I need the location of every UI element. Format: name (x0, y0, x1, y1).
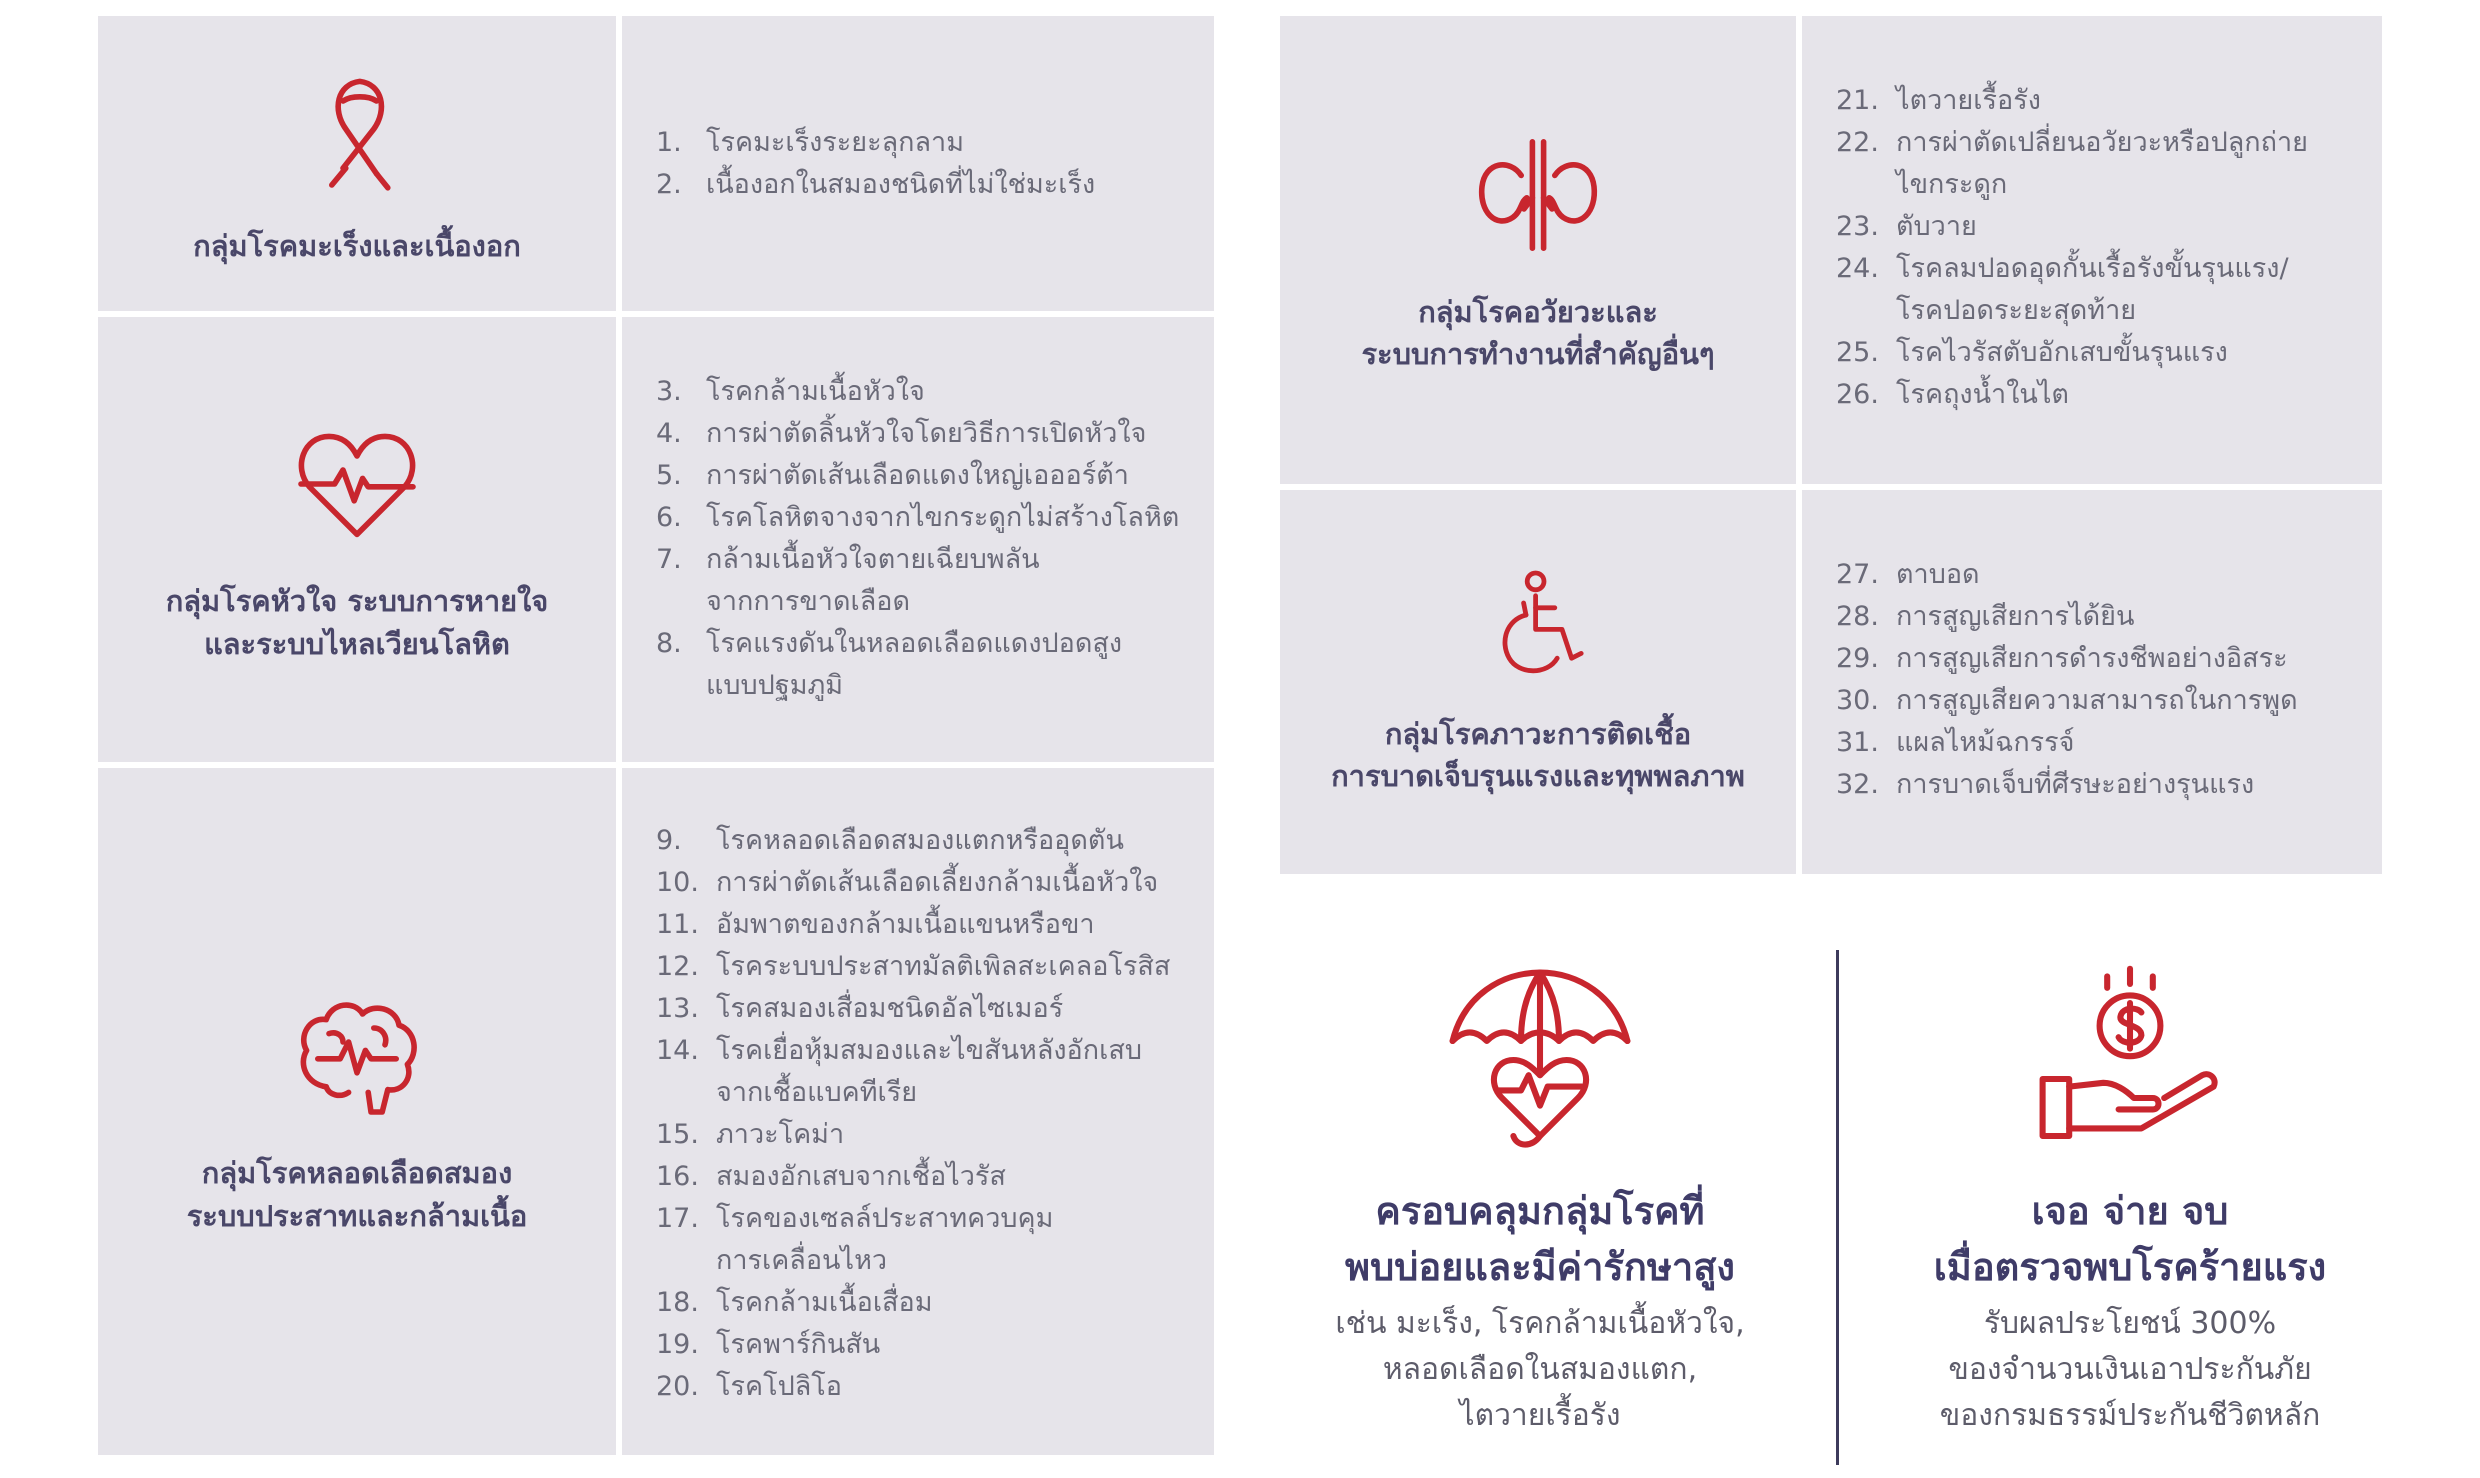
list-item: 23. ตับวาย (1836, 211, 1977, 242)
feature-payout (1860, 965, 2400, 1439)
list-item: 4. การผ่าตัดลิ้นหัวใจโดยวิธีการเปิดหัวใจ (656, 418, 1147, 449)
list-item: 22. การผ่าตัดเปลี่ยนอวัยวะหรือปลูกถ่าย ไขกระดูก (1836, 127, 2308, 200)
list-item: 9. โรคหลอดเลือดสมองแตกหรืออุดตัน (656, 825, 1124, 856)
list-item: 21. ไตวายเรื้อรัง (1836, 85, 2041, 116)
list-item: 26. โรคถุงน้ำในไต (1836, 379, 2069, 410)
list-item: 13. โรคสมองเสื่อมชนิดอัลไซเมอร์ (656, 993, 1064, 1024)
ribbon-icon (287, 59, 427, 199)
group-title: กลุ่มโรคภาวะการติดเชื้อ การบาดเจ็บรุนแรงและทุพพลภาพ (1331, 716, 1745, 793)
list-item: 10. การผ่าตัดเส้นเลือดเลี้ยงกล้ามเนื้อหัวใจ (656, 867, 1159, 898)
feature-coverage (1270, 965, 1810, 1439)
brain-icon (287, 986, 427, 1126)
feature-title: ครอบคลุมกลุ่มโรคที่ พบบ่อยและมีค่ารักษาสูง (1345, 1189, 1735, 1289)
list-item: 24. โรคลมปอดอุดกั้นเรื้อรังขั้นรุนแรง/ โรคปอดระยะสุดท้าย (1836, 253, 2289, 326)
group-title: กลุ่มโรคมะเร็งและเนื้องอก (193, 229, 521, 264)
feature-description: รับผลประโยชน์ 300% ของจำนวนเงินเอาประกันภัย ของกรมธรรม์ประกันชีวิตหลัก (1939, 1306, 2321, 1433)
list-item: 29. การสูญเสียการดำรงชีพอย่างอิสระ (1836, 643, 2288, 674)
heart-pulse-icon (287, 414, 427, 554)
group-title: กลุ่มโรคหลอดเลือดสมอง ระบบประสาทและกล้ามเนื้อ (186, 1156, 528, 1233)
list-item: 18. โรคกล้ามเนื้อเสื่อม (656, 1287, 933, 1318)
divider (1836, 950, 1839, 1465)
group-brain-category (98, 768, 616, 1455)
kidney-icon (1468, 125, 1608, 265)
money-hand-icon (2035, 965, 2225, 1155)
group-heart-category (98, 317, 616, 762)
group-title: กลุ่มโรคหัวใจ ระบบการหายใจ และระบบไหลเวียนโลหิต (165, 584, 549, 661)
group-heart-list (622, 317, 1214, 762)
list-item: 27. ตาบอด (1836, 559, 1980, 590)
feature-title: เจอ จ่าย จบ เมื่อตรวจพบโรคร้ายแรง (1933, 1189, 2327, 1289)
list-item: 32. การบาดเจ็บที่ศีรษะอย่างรุนแรง (1836, 769, 2255, 800)
list-item: 25. โรคไวรัสตับอักเสบขั้นรุนแรง (1836, 337, 2228, 368)
list-item: 6. โรคโลหิตจางจากไขกระดูกไม่สร้างโลหิต (656, 502, 1180, 533)
group-organ-category (1280, 16, 1796, 484)
list-item: 5. การผ่าตัดเส้นเลือดแดงใหญ่เอออร์ต้า (656, 460, 1129, 491)
group-disability-list (1802, 490, 2382, 874)
feature-description: เช่น มะเร็ง, โรคกล้ามเนื้อหัวใจ, หลอดเลือดในสมองแตก, ไตวายเรื้อรัง (1335, 1306, 1745, 1433)
list-item: 11. อัมพาตของกล้ามเนื้อแขนหรือขา (656, 909, 1095, 940)
group-organ-list (1802, 16, 2382, 484)
umbrella-heart-icon (1445, 965, 1635, 1155)
list-item: 14. โรคเยื่อหุ้มสมองและไขสันหลังอักเสบ จากเชื้อแบคทีเรีย (656, 1035, 1142, 1108)
list-item: 28. การสูญเสียการได้ยิน (1836, 601, 2135, 632)
list-item: 20. โรคโปลิโอ (656, 1371, 842, 1402)
group-cancer-category (98, 16, 616, 311)
list-item: 8. โรคแรงดันในหลอดเลือดแดงปอดสูง แบบปฐมภูมิ (656, 628, 1123, 701)
group-disability-category (1280, 490, 1796, 874)
list-item: 19. โรคพาร์กินสัน (656, 1329, 881, 1360)
wheelchair-icon (1478, 567, 1598, 687)
list-item: 7. กล้ามเนื้อหัวใจตายเฉียบพลัน จากการขาดเลือด (656, 544, 1040, 617)
list-item: 1. โรคมะเร็งระยะลุกลาม (656, 127, 965, 158)
list-item: 16. สมองอักเสบจากเชื้อไวรัส (656, 1161, 1006, 1192)
list-item: 30. การสูญเสียความสามารถในการพูด (1836, 685, 2298, 716)
list-item: 2. เนื้องอกในสมองชนิดที่ไม่ใช่มะเร็ง (656, 169, 1096, 200)
list-item: 15. ภาวะโคม่า (656, 1119, 845, 1150)
list-item: 17. โรคของเซลล์ประสาทควบคุม การเคลื่อนไหว (656, 1203, 1054, 1276)
group-title: กลุ่มโรคอวัยวะและ ระบบการทำงานที่สำคัญอื่นๆ (1361, 294, 1715, 371)
group-cancer-list (622, 16, 1214, 311)
list-item: 3. โรคกล้ามเนื้อหัวใจ (656, 376, 925, 407)
list-item: 12. โรคระบบประสาทมัลติเพิลสะเคลอโรสิส (656, 951, 1171, 982)
list-item: 31. แผลไหม้ฉกรรจ์ (1836, 727, 2075, 758)
group-brain-list (622, 768, 1214, 1455)
